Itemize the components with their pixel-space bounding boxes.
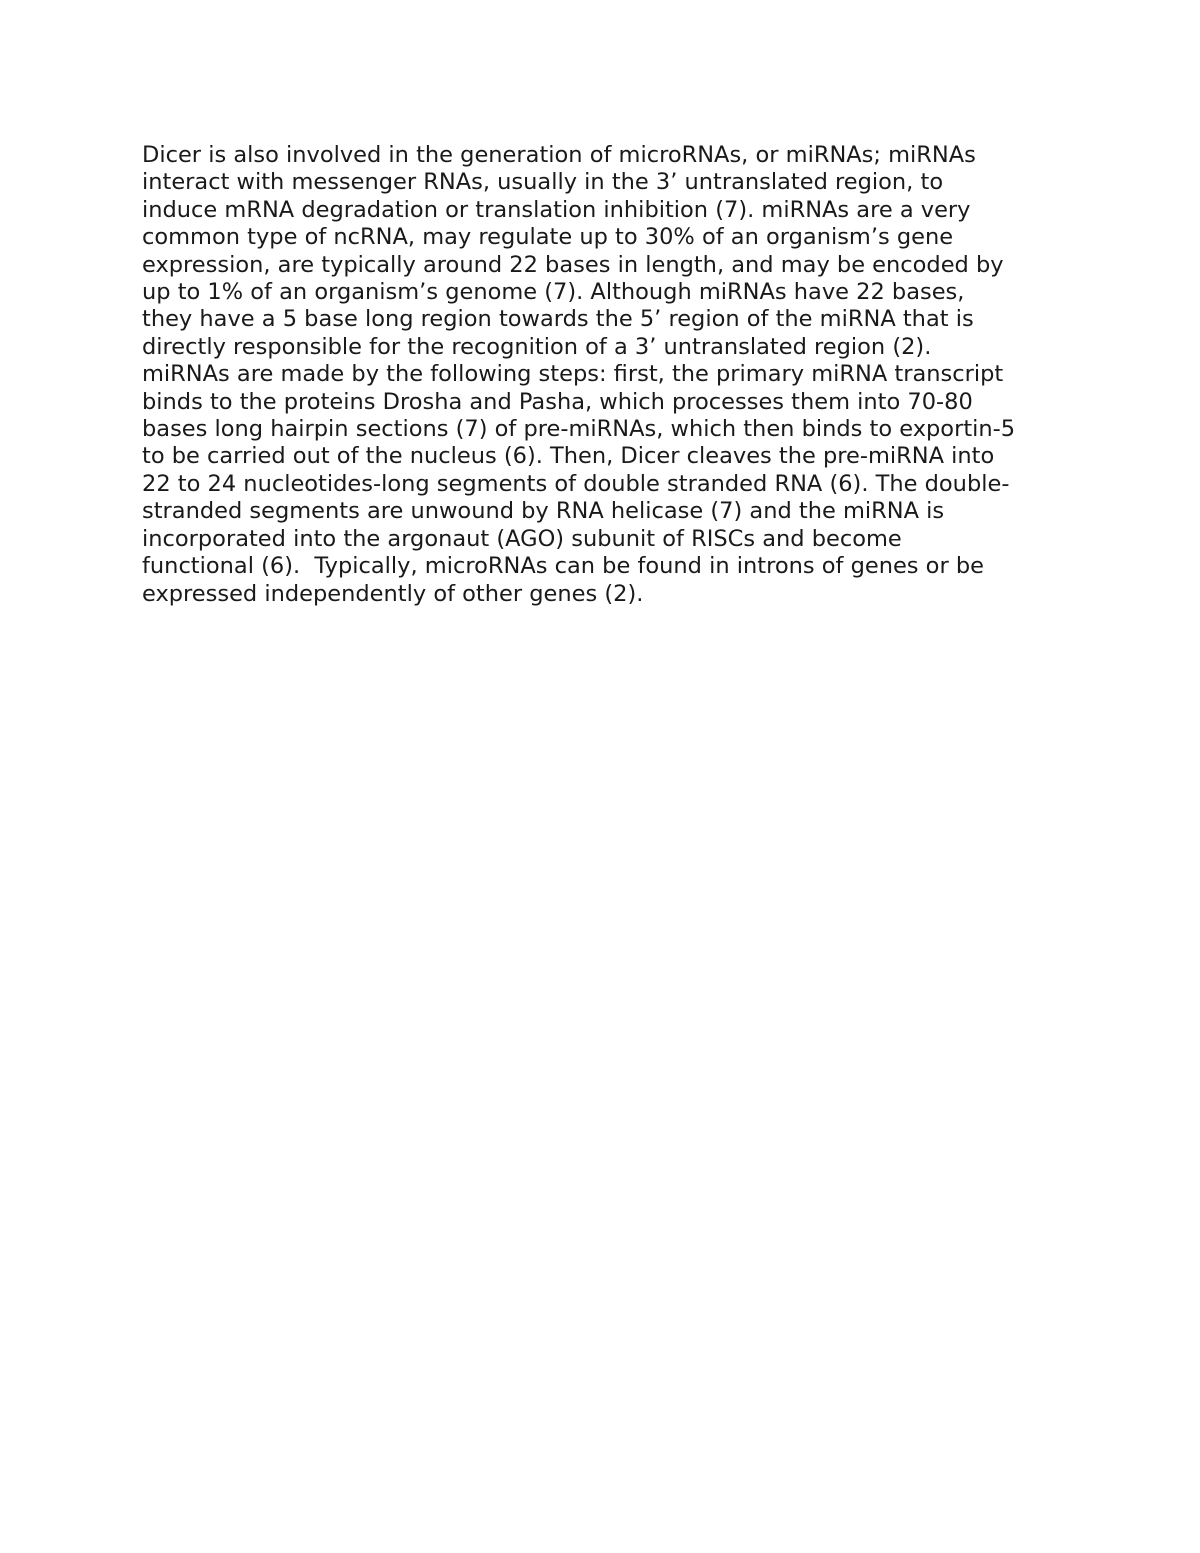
paragraph-line: to be carried out of the nucleus (6). Then, Dicer cleaves the pre-miRNA into [142,443,995,470]
paragraph-line: expressed independently of other genes (2). [142,580,644,607]
paragraph-line: they have a 5 base long region towards the 5’ region of the miRNA that is [142,306,974,333]
paragraph-line: 22 to 24 nucleotides-long segments of double stranded RNA (6). The double- [142,470,1010,497]
paragraph-line: stranded segments are unwound by RNA helicase (7) and the miRNA is [142,498,945,525]
paragraph-line: directly responsible for the recognition of a 3’ untranslated region (2). [142,333,932,360]
paragraph-line: interact with messenger RNAs, usually in the 3’ untranslated region, to [142,169,944,196]
paragraph-line: induce mRNA degradation or translation inhibition (7). miRNAs are a very [142,196,971,223]
body-paragraph [142,142,1072,608]
paragraph-line: up to 1% of an organism’s genome (7). Although miRNAs have 22 bases, [142,279,965,306]
paragraph-line: functional (6). Typically, microRNAs can be found in introns of genes or be [142,553,984,580]
paragraph-line: bases long hairpin sections (7) of pre-miRNAs, which then binds to exportin-5 [142,416,1016,443]
paragraph-line: binds to the proteins Drosha and Pasha, which processes them into 70-80 [142,388,973,415]
paragraph-line: common type of ncRNA, may regulate up to 30% of an organism’s gene [142,224,954,251]
paragraph-line: miRNAs are made by the following steps: first, the primary miRNA transcript [142,361,1004,388]
paragraph-line: incorporated into the argonaut (AGO) subunit of RISCs and become [142,525,902,552]
paragraph-line: expression, are typically around 22 bases in length, and may be encoded by [142,251,1004,278]
paragraph-line: Dicer is also involved in the generation of microRNAs, or miRNAs; miRNAs [142,142,976,168]
